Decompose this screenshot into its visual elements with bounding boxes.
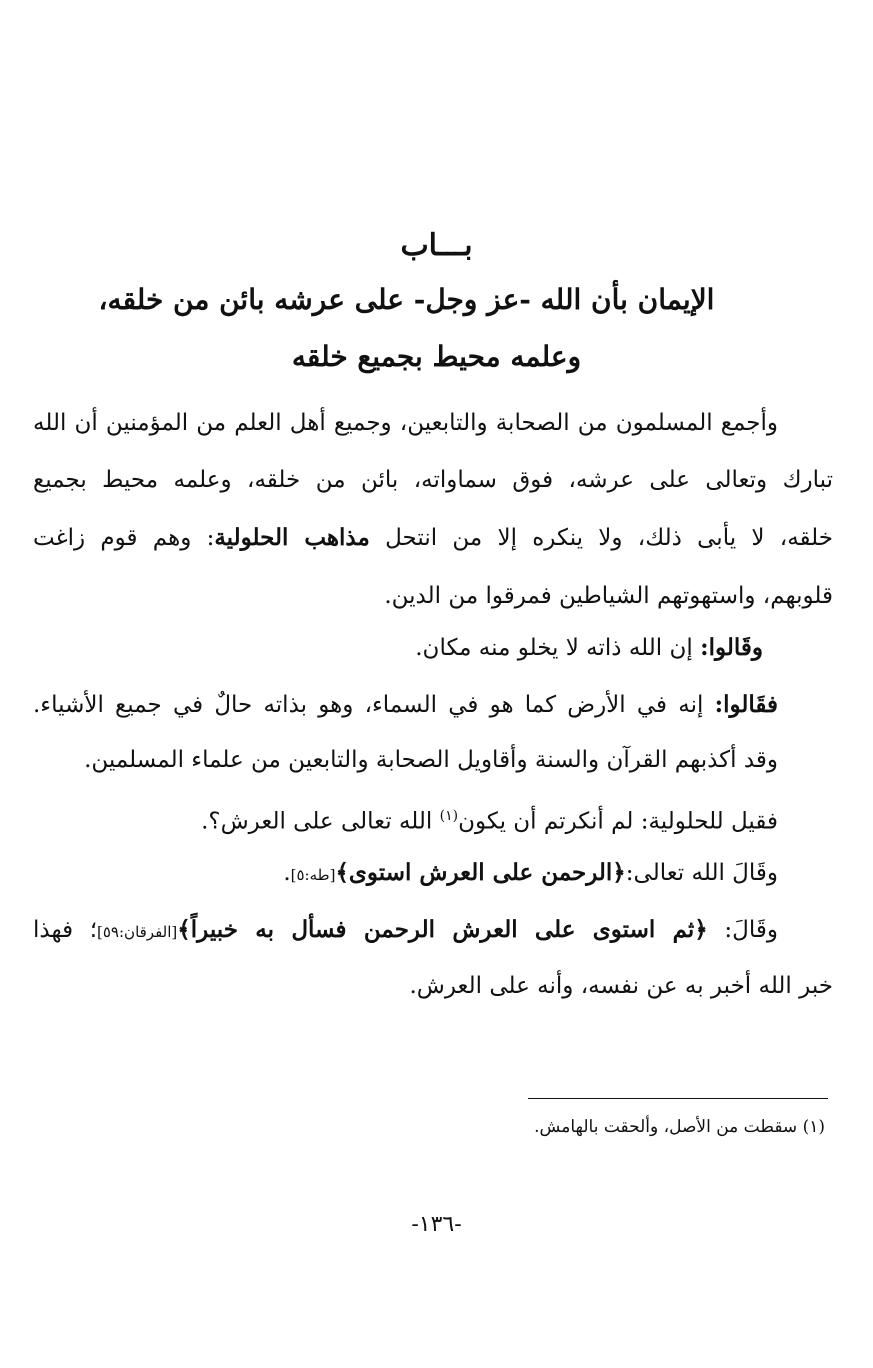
footnote-divider <box>528 1098 828 1099</box>
chapter-heading: بـــاب <box>400 228 473 263</box>
body-line-10-start: وقَالَ: <box>724 917 778 943</box>
body-line-5 <box>33 630 763 666</box>
body-line-10 <box>33 912 778 950</box>
footnote-marker: (١) <box>439 808 459 824</box>
body-line-5-text: إن الله ذاته لا يخلو منه مكان. <box>415 635 693 661</box>
body-line-10-end: ؛ فهذا <box>33 917 98 943</box>
speech-marker: فقَالوا: <box>714 691 778 718</box>
body-line-9-start: وقَالَ الله تعالى: <box>625 860 778 886</box>
body-line-6 <box>33 687 778 723</box>
body-line-4: قلوبهم، واستهوتهم الشياطين فمرقوا من الدين. <box>384 583 833 609</box>
body-line-8-start: فقيل للحلولية: لم أنكرتم أن يكون <box>458 808 778 835</box>
body-line-3-start: خلقه، لا يأبى ذلك، ولا ينكره إلا من انتحل <box>385 525 833 551</box>
body-line-9-end: . <box>283 860 291 886</box>
quran-verse: ﴿ثم استوى على العرش الرحمن فسأل به خبيراً﴾ <box>177 916 708 943</box>
body-line-8 <box>33 798 778 840</box>
body-line-3 <box>33 520 833 556</box>
body-line-1: وأجمع المسلمون من الصحابة والتابعين، وجميع أهل العلم من المؤمنين أن الله <box>33 410 778 436</box>
body-line-2: تبارك وتعالى على عرشه، فوق سماواته، بائن من خلقه، وعلمه محيط بجميع <box>33 467 833 493</box>
doctrine-name: مذاهب الحلولية <box>214 524 370 551</box>
body-line-7: وقد أكذبهم القرآن والسنة وأقاويل الصحابة والتابعين من علماء المسلمين. <box>84 747 778 773</box>
body-line-3-end: : وهم قوم زاغت <box>33 525 215 551</box>
body-line-8-end: الله تعالى على العرش؟. <box>201 808 433 835</box>
verse-reference: [الفرقان:٥٩] <box>97 923 178 941</box>
footnote: (١) سقطت من الأصل، وألحقت بالهامش. <box>534 1117 825 1137</box>
page-number: -١٣٦- <box>411 1212 462 1237</box>
chapter-title-line-1: الإيمان بأن الله -عز وجل- على عرشه بائن من خلقه، <box>98 283 715 316</box>
speech-marker: وقَالوا: <box>700 634 763 661</box>
verse-reference: [طه:٥] <box>290 866 336 884</box>
quran-verse: ﴿الرحمن على العرش استوى﴾ <box>335 859 626 886</box>
chapter-title-line-2: وعلمه محيط بجميع خلقه <box>291 340 582 373</box>
body-line-11: خبر الله أخبر به عن نفسه، وأنه على العرش. <box>409 973 833 999</box>
body-line-9 <box>33 855 778 893</box>
body-line-6-text: إنه في الأرض كما هو في السماء، وهو بذاته حالٌ في جميع الأشياء. <box>33 692 704 718</box>
